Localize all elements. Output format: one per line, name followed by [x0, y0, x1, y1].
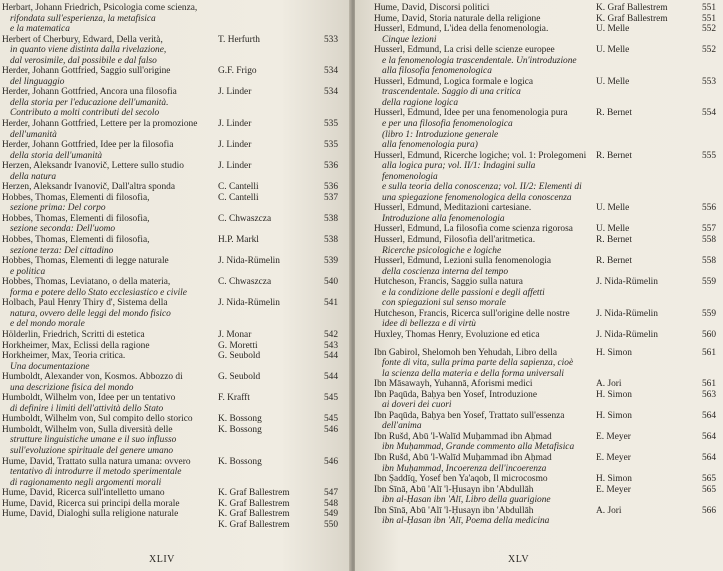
entry-continuation-line: in quanto viene distinta dalla rivelazione,	[10, 45, 167, 56]
entry-continuation-line: e la condizione delle passioni e degli affetti	[382, 287, 545, 298]
entry-text	[374, 411, 596, 432]
entry-contributor: H. Simon	[596, 389, 632, 400]
entry-continuation-line: della coscienza interna del tempo	[382, 266, 509, 277]
entry-heading-line: Husserl, Edmund, Idee per una fenomenologia pura	[374, 108, 568, 119]
index-entry	[374, 485, 716, 506]
entry-contributor: C. Cantelli	[218, 182, 259, 193]
entry-heading-line: Hume, David, Trattato sulla natura umana: ovvero	[2, 456, 191, 467]
entry-heading-line: Hume, David, Discorsi politici	[374, 3, 490, 13]
entry-contributor: K. Graf Ballestrem	[596, 13, 668, 24]
index-entry	[2, 256, 338, 277]
index-entry	[2, 161, 338, 182]
right-entry-list	[374, 3, 716, 527]
entry-contributor: R. Bernet	[596, 256, 632, 267]
entry-page-number: 560	[701, 329, 716, 340]
entry-heading-line: Ibn Sīnā, Abū 'Alī 'l-Ḥusayn ibn 'Abdullāh	[374, 505, 534, 516]
entry-contributor: J. Linder	[218, 140, 252, 151]
entry-text	[2, 256, 218, 277]
entry-heading-line: Ibn Rušd, Abū 'l-Walīd Muḥammad ibn Aḥmad	[374, 452, 552, 463]
entry-contributor: E. Meyer	[596, 431, 631, 442]
entry-page-number: 554	[701, 108, 716, 119]
entry-text	[374, 24, 596, 45]
entry-page-number: 557	[701, 224, 716, 235]
entry-text	[374, 390, 596, 411]
entry-page-number: 561	[701, 347, 716, 358]
entry-heading-line: Herzen, Aleksandr Ivanovič, Lettere sullo studio	[2, 161, 184, 172]
entry-contributor: K. Graf Ballestrem	[218, 488, 290, 499]
entry-contributor: J. Linder	[218, 161, 252, 172]
entry-page-number: 539	[323, 256, 338, 267]
entry-heading-line: Holbach, Paul Henry Thiry d', Sistema della	[2, 298, 168, 309]
entry-heading-line: Ibn Ṣaddīq, Yosef ben Ya'aqob, Il microcosmo	[374, 474, 548, 485]
entry-text	[2, 372, 218, 393]
entry-continuation-line: tentativo di introdurre il metodo sperimentale	[10, 467, 182, 478]
entry-heading-line: Ibn Sīnā, Abū 'Alī 'l-Ḥusayn ibn 'Abdullāh	[374, 484, 534, 495]
entry-text	[2, 66, 218, 87]
entry-page-number: 559	[701, 308, 716, 319]
entry-continuation-line: ibn al-Ḥasan ibn 'Alī, Libro della guarigione	[382, 495, 551, 506]
entry-continuation-line: e la matematica	[10, 24, 70, 35]
entry-text	[374, 108, 596, 150]
index-entry	[374, 224, 716, 235]
entry-continuation-line: ibn al-Ḥasan ibn 'Alī, Poema della medicina	[382, 516, 550, 527]
entry-continuation-line: dell'anima	[382, 421, 422, 432]
entry-page-number: 550	[323, 519, 338, 530]
entry-contributor: A. Jori	[596, 379, 622, 390]
entry-contributor: C. Chwaszcza	[218, 277, 272, 288]
entry-text	[2, 499, 218, 510]
entry-text	[374, 485, 596, 506]
entry-heading-line: Herder, Johann Gottfried, Saggio sull'origine	[2, 66, 171, 77]
entry-heading-line: Husserl, Edmund, Lezioni sulla fenomenologia	[374, 256, 552, 267]
entry-text	[374, 277, 596, 309]
entry-heading-line: Herbert of Cherbury, Edward, Della verità,	[2, 34, 163, 45]
entry-contributor: H.P. Markl	[218, 235, 259, 246]
index-entry	[374, 390, 716, 411]
index-entry	[2, 298, 338, 330]
entry-page-number: 534	[323, 87, 338, 98]
index-entry	[374, 432, 716, 453]
index-entry	[2, 330, 338, 341]
entry-contributor: K. Graf Ballestrem	[218, 509, 290, 520]
entry-continuation-line: di definire i limiti dell'attività dello Stato	[10, 403, 164, 414]
entry-contributor: J. Nida-Rümelin	[218, 298, 280, 309]
index-entry	[374, 3, 716, 14]
entry-heading-line: Humboldt, Wilhelm von, Sul compito dello storico	[2, 414, 193, 425]
entry-contributor: U. Melle	[596, 203, 630, 214]
entry-continuation-line: alla logica pura; vol. II/1: Indagini sulla fenomenologia	[382, 161, 536, 182]
left-page	[0, 0, 351, 571]
entry-contributor: E. Meyer	[596, 484, 631, 495]
entry-continuation-line: forma e potere dello Stato ecclesiastico e civile	[10, 287, 187, 298]
entry-heading-line: Husserl, Edmund, Ricerche logiche; vol. 1: Prolegomeni	[374, 150, 587, 161]
entry-page-number: 548	[323, 498, 338, 509]
entry-contributor: R. Bernet	[596, 108, 632, 119]
index-entry	[2, 509, 338, 520]
entry-contributor: K. Bossong	[218, 424, 262, 435]
entry-contributor: R. Bernet	[596, 150, 632, 161]
right-folio: XLV	[508, 554, 530, 565]
index-entry	[374, 506, 716, 527]
entry-page-number: 536	[323, 182, 338, 193]
entry-continuation-line: ai doveri dei cuori	[382, 400, 452, 411]
entry-page-number: 537	[323, 192, 338, 203]
entry-text	[2, 351, 218, 372]
index-entry	[374, 474, 716, 485]
entry-heading-line: Ibn Rušd, Abū 'l-Walīd Muḥammad ibn Aḥmad	[374, 431, 552, 442]
entry-continuation-line: trascendentale. Saggio di una critica	[382, 87, 521, 98]
entry-heading-line: Hobbes, Thomas, Elementi di legge naturale	[2, 256, 169, 267]
entry-page-number: 558	[701, 235, 716, 246]
entry-contributor: J. Nida-Rümelin	[596, 277, 658, 288]
entry-contributor: U. Melle	[596, 76, 630, 87]
entry-continuation-line: Introduzione alla fenomenologia	[382, 213, 505, 224]
entry-text	[2, 193, 218, 214]
index-entry	[2, 425, 338, 457]
entry-heading-line: Humboldt, Wilhelm von, Sulla diversità delle	[2, 424, 173, 435]
entry-contributor: U. Melle	[596, 224, 630, 235]
entry-heading-line: Herder, Johann Gottfried, Ancora una filosofia	[2, 87, 177, 98]
entry-page-number: 541	[323, 298, 338, 309]
entry-page-number: 538	[323, 235, 338, 246]
entry-text	[374, 77, 596, 109]
entry-continuation-line: Cinque lezioni	[382, 34, 437, 45]
entry-continuation-line: alla filosofia fenomenologica	[382, 66, 492, 77]
entry-text	[2, 235, 218, 256]
entry-heading-line: Horkheimer, Max, Teoria critica.	[2, 351, 126, 362]
entry-continuation-line: e la fenomenologia trascendentale. Un'introduzione	[382, 55, 577, 66]
entry-text	[2, 330, 218, 341]
index-entry	[2, 393, 338, 414]
entry-contributor: G.F. Frigo	[218, 66, 257, 77]
entry-page-number: 542	[323, 329, 338, 340]
entry-page-number: 556	[701, 203, 716, 214]
entry-heading-line: Husserl, Edmund, Meditazioni cartesiane.	[374, 203, 532, 214]
entry-text	[2, 140, 218, 161]
entry-contributor: H. Simon	[596, 474, 632, 485]
entry-text	[2, 87, 218, 119]
entry-contributor: J. Linder	[218, 87, 252, 98]
entry-page-number: 552	[701, 24, 716, 35]
entry-heading-line: Hobbes, Thomas, Elementi di filosofia,	[2, 213, 150, 224]
entry-continuation-line: la scienza della materia e della forma universali	[382, 368, 565, 379]
index-entry	[374, 77, 716, 109]
index-entry	[374, 151, 716, 204]
entry-continuation-line: strutture linguistiche umane e il suo influsso	[10, 435, 177, 446]
entry-text	[374, 256, 596, 277]
index-entry	[374, 203, 716, 224]
entry-contributor: J. Monar	[218, 329, 252, 340]
entry-page-number: 551	[701, 3, 716, 13]
entry-text	[2, 214, 218, 235]
entry-contributor: K. Graf Ballestrem	[218, 519, 290, 530]
entry-heading-line: Hume, David, Dialoghi sulla religione naturale	[2, 509, 179, 520]
index-entry	[2, 341, 338, 352]
entry-page-number: 533	[323, 34, 338, 45]
entry-continuation-line: sezione terza: Del cittadino	[10, 245, 114, 256]
entry-contributor: G. Seubold	[218, 372, 261, 383]
index-entry	[2, 35, 338, 67]
entry-page-number: 535	[323, 119, 338, 130]
entry-continuation-line: ibn Muḥammad, Incoerenza dell'incoerenza	[382, 463, 547, 474]
index-entry	[2, 414, 338, 425]
entry-heading-line: Huxley, Thomas Henry, Evoluzione ed etica	[374, 329, 540, 340]
entry-heading-line: Ibn Paqūda, Baḥya ben Yosef, Trattato sull'essenza	[374, 410, 565, 421]
entry-continuation-line: sull'evoluzione spirituale del genere umano	[10, 445, 174, 456]
entry-text	[2, 35, 218, 67]
entry-contributor: T. Herfurth	[218, 34, 260, 45]
left-folio: XLIV	[149, 554, 175, 565]
entry-heading-line: Ibn Paqūda, Baḥya ben Yosef, Introduzione	[374, 389, 537, 400]
entry-continuation-line: (libro 1: Introduzione generale	[382, 129, 499, 140]
entry-page-number: 534	[323, 66, 338, 77]
entry-contributor: G. Seubold	[218, 351, 261, 362]
entry-text	[2, 509, 218, 520]
entry-continuation-line: idee di bellezza e di virtù	[382, 319, 476, 330]
entry-heading-line: Hölderlin, Friedrich, Scritti di estetica	[2, 329, 145, 340]
entry-contributor: G. Moretti	[218, 340, 258, 351]
entry-text	[374, 432, 596, 453]
index-entry	[2, 457, 338, 489]
entry-heading-line: Hobbes, Thomas, Elementi di filosofia,	[2, 192, 150, 203]
entry-text	[2, 119, 218, 140]
entry-page-number: 547	[323, 488, 338, 499]
entry-text	[374, 453, 596, 474]
entry-heading-line: Hobbes, Thomas, Leviatano, o della materia,	[2, 277, 171, 288]
entry-contributor: K. Graf Ballestrem	[218, 498, 290, 509]
entry-page-number: 549	[323, 509, 338, 520]
entry-contributor: C. Chwaszcza	[218, 213, 272, 224]
entry-page-number: 565	[701, 474, 716, 485]
entry-continuation-line: fonte di vita, sulla prima parte della sapienza, cioè	[382, 358, 574, 369]
entry-heading-line: Herzen, Aleksandr Ivanovič, Dall'altra sponda	[2, 182, 175, 193]
entry-continuation-line: Una documentazione	[10, 361, 90, 372]
entry-continuation-line: della storia dell'umanità	[10, 150, 103, 161]
entry-text	[2, 488, 218, 499]
entry-heading-line: Herder, Johann Gottfried, Idee per la filosofia	[2, 140, 174, 151]
entry-continuation-line: Contributo a molti contributi del secolo	[10, 108, 160, 119]
entry-page-number: 535	[323, 140, 338, 151]
entry-text	[2, 3, 218, 35]
index-entry	[2, 520, 338, 531]
entry-continuation-line: rifondata sull'esperienza, la metafisica	[10, 13, 156, 24]
entry-continuation-line: alla fenomenologia pura)	[382, 140, 478, 151]
entry-continuation-line: natura, ovvero delle leggi del mondo fisico	[10, 308, 171, 319]
entry-heading-line: Husserl, Edmund, Filosofia dell'aritmetica.	[374, 235, 536, 246]
entry-heading-line: Husserl, Edmund, La crisi delle scienze europee	[374, 45, 555, 56]
entry-text	[374, 45, 596, 77]
index-entry	[2, 235, 338, 256]
index-entry	[2, 87, 338, 119]
entry-page-number: 563	[701, 389, 716, 400]
entry-page-number: 538	[323, 213, 338, 224]
index-entry	[374, 277, 716, 309]
entry-text	[374, 203, 596, 224]
index-entry	[374, 379, 716, 390]
entry-page-number: 546	[323, 456, 338, 467]
entry-contributor: A. Jori	[596, 505, 622, 516]
entry-continuation-line: dal verosimile, dal possibile e dal falso	[10, 55, 157, 66]
entry-text	[374, 309, 596, 330]
entry-page-number: 536	[323, 161, 338, 172]
index-entry	[2, 3, 338, 35]
entry-page-number: 561	[701, 379, 716, 390]
entry-text	[2, 393, 218, 414]
entry-contributor: F. Krafft	[218, 393, 250, 404]
index-entry	[374, 14, 716, 25]
entry-text	[374, 348, 596, 380]
entry-heading-line: Humboldt, Alexander von, Kosmos. Abbozzo di	[2, 372, 183, 383]
entry-contributor: U. Melle	[596, 45, 630, 56]
entry-page-number: 545	[323, 414, 338, 425]
index-entry	[2, 214, 338, 235]
entry-contributor: K. Bossong	[218, 456, 262, 467]
entry-text	[374, 506, 596, 527]
entry-text	[2, 414, 218, 425]
entry-text	[2, 161, 218, 182]
entry-continuation-line: della natura	[10, 171, 57, 182]
index-entry	[2, 140, 338, 161]
entry-page-number: 565	[701, 484, 716, 495]
entry-text	[2, 182, 218, 193]
entry-contributor: J. Nida-Rümelin	[596, 308, 658, 319]
entry-contributor: H. Simon	[596, 410, 632, 421]
index-entry	[374, 330, 716, 341]
entry-text	[374, 474, 596, 485]
entry-page-number: 566	[701, 505, 716, 516]
entry-page-number: 551	[701, 13, 716, 24]
entry-page-number: 564	[701, 452, 716, 463]
entry-text	[374, 14, 596, 25]
index-entry	[374, 235, 716, 256]
entry-continuation-line: e per una filosofia fenomenologica	[382, 119, 513, 130]
entry-page-number: 546	[323, 424, 338, 435]
index-entry	[2, 66, 338, 87]
entry-text	[2, 457, 218, 489]
entry-heading-line: Husserl, Edmund, Logica formale e logica	[374, 76, 534, 87]
entry-continuation-line: una spiegazione fenomenologica della conoscenza	[382, 192, 572, 203]
entry-text	[2, 341, 218, 352]
entry-contributor: E. Meyer	[596, 452, 631, 463]
entry-heading-line: Hume, David, Ricerca sui principi della morale	[2, 498, 180, 509]
right-page	[355, 0, 723, 571]
index-entry	[374, 24, 716, 45]
index-entry	[2, 182, 338, 193]
entry-continuation-line: una descrizione fisica del mondo	[10, 382, 134, 393]
entry-continuation-line: ibn Muḥammad, Grande commento alla Metafisica	[382, 442, 575, 453]
entry-continuation-line: della storia per l'educazione dell'umanità.	[10, 97, 169, 108]
entry-heading-line: Hume, David, Storia naturale della religione	[374, 13, 541, 24]
entry-text	[2, 425, 218, 457]
entry-page-number: 552	[701, 45, 716, 56]
entry-heading-line: Hobbes, Thomas, Elementi di filosofia,	[2, 235, 150, 246]
index-entry	[374, 348, 716, 380]
entry-continuation-line: del linguaggio	[10, 76, 65, 87]
entry-page-number: 544	[323, 372, 338, 383]
index-entry	[2, 119, 338, 140]
entry-heading-line: Husserl, Edmund, L'idea della fenomenologia.	[374, 24, 549, 35]
entry-page-number: 545	[323, 393, 338, 404]
entry-continuation-line: con spiegazioni sul senso morale	[382, 298, 506, 309]
entry-page-number: 564	[701, 431, 716, 442]
entry-heading-line: Hume, David, Ricerca sull'intelletto umano	[2, 488, 165, 499]
entry-heading-line: Husserl, Edmund, La filosofia come scienza rigorosa	[374, 224, 573, 235]
entry-continuation-line: sezione prima: Del corpo	[10, 203, 106, 214]
entry-continuation-line: e politica	[10, 266, 46, 277]
entry-heading-line: Hutcheson, Francis, Ricerca sull'origine delle nostre	[374, 308, 570, 319]
entry-page-number: 540	[323, 277, 338, 288]
entry-contributor: J. Nida-Rümelin	[218, 256, 280, 267]
entry-page-number: 559	[701, 277, 716, 288]
index-entry	[2, 499, 338, 510]
index-entry	[374, 309, 716, 330]
left-entry-list	[2, 3, 338, 530]
entry-heading-line: Herbart, Johann Friedrich, Psicologia come scienza,	[2, 3, 198, 13]
entry-contributor: J. Nida-Rümelin	[596, 329, 658, 340]
entry-contributor: R. Bernet	[596, 235, 632, 246]
entry-text	[374, 235, 596, 256]
entry-text	[374, 224, 596, 235]
index-entry	[2, 193, 338, 214]
index-entry	[374, 411, 716, 432]
index-entry	[2, 277, 338, 298]
index-entry	[374, 256, 716, 277]
entry-continuation-line: dell'umanità	[10, 129, 57, 140]
entry-heading-line: Horkheimer, Max, Eclissi della ragione	[2, 340, 150, 351]
entry-continuation-line: Ricerche psicologiche e logiche	[382, 245, 502, 256]
entry-text	[2, 277, 218, 298]
entry-page-number: 555	[701, 150, 716, 161]
entry-contributor: K. Bossong	[218, 414, 262, 425]
entry-continuation-line: e del mondo morale	[10, 319, 85, 330]
entry-continuation-line: della ragione logica	[382, 97, 459, 108]
entry-contributor: J. Linder	[218, 119, 252, 130]
index-entry	[374, 45, 716, 77]
entry-heading-line: Humboldt, Wilhelm von, Idee per un tentativo	[2, 393, 176, 404]
entry-contributor: H. Simon	[596, 347, 632, 358]
entry-contributor: C. Cantelli	[218, 192, 259, 203]
entry-heading-line: Hutcheson, Francis, Saggio sulla natura	[374, 277, 523, 288]
entry-page-number: 558	[701, 256, 716, 267]
entry-text	[374, 151, 596, 204]
entry-continuation-line: e sulla teoria della conoscenza; vol. II/2: Elementi di	[382, 182, 582, 193]
entry-heading-line: Ibn Māsawayh, Yuhannā, Aforismi medici	[374, 379, 533, 390]
entry-continuation-line: sezione seconda: Dell'uomo	[10, 224, 116, 235]
entry-contributor: K. Graf Ballestrem	[596, 3, 668, 13]
index-entry	[2, 488, 338, 499]
index-entry	[2, 351, 338, 372]
index-entry	[374, 453, 716, 474]
entry-continuation-line: di ragionamento negli argomenti morali	[10, 477, 162, 488]
entry-text	[2, 298, 218, 330]
section-gap	[374, 341, 716, 348]
entry-text	[374, 3, 596, 14]
index-entry	[374, 108, 716, 150]
entry-contributor: U. Melle	[596, 24, 630, 35]
entry-page-number: 564	[701, 410, 716, 421]
entry-text	[374, 330, 596, 341]
entry-heading-line: Ibn Gabirol, Shelomoh ben Yehudah, Libro della	[374, 347, 558, 358]
index-entry	[2, 372, 338, 393]
entry-page-number: 543	[323, 340, 338, 351]
entry-page-number: 544	[323, 351, 338, 362]
entry-text	[374, 379, 596, 390]
entry-heading-line: Herder, Johann Gottfried, Lettere per la promozione	[2, 119, 198, 130]
entry-page-number: 553	[701, 76, 716, 87]
